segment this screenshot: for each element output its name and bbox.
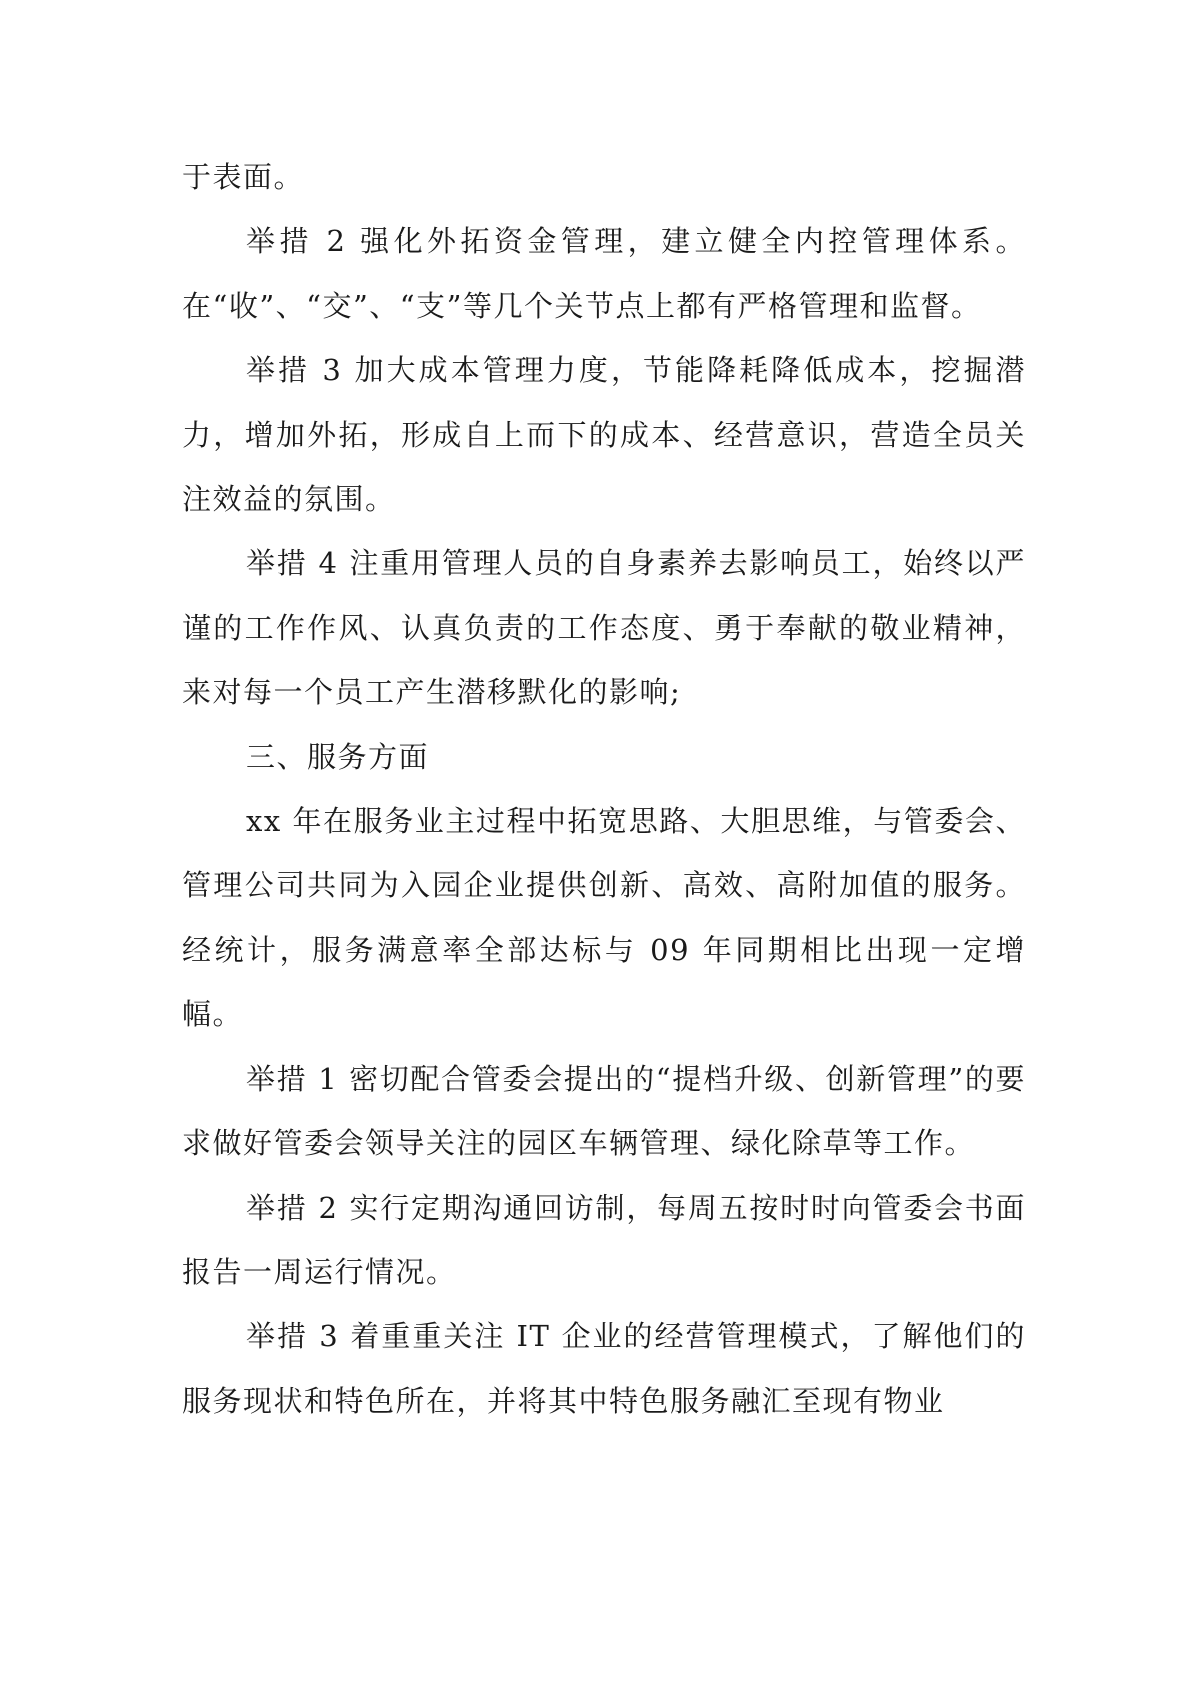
paragraph-measure-3-cost: 举措 3 加大成本管理力度，节能降耗降低成本，挖掘潜力，增加外拓，形成自上而下的成本、经营意识，营造全员关注效益的氛围。 xyxy=(182,353,1026,517)
paragraph-service-measure-2: 举措 2 实行定期沟通回访制，每周五按时时向管委会书面报告一周运行情况。 xyxy=(182,1190,1026,1289)
document-body xyxy=(182,145,1026,1433)
paragraph-continuation: 于表面。 xyxy=(182,160,305,194)
paragraph-measure-2-funds: 举措 2 强化外拓资金管理，建立健全内控管理体系。在“收”、“交”、“支”等几个关节点上都有严格管理和监督。 xyxy=(182,224,1026,323)
paragraph-measure-4-staff: 举措 4 注重用管理人员的自身素养去影响员工，始终以严谨的工作作风、认真负责的工作态度、勇于奉献的敬业精神，来对每一个员工产生潜移默化的影响; xyxy=(182,546,1026,710)
section-heading-service: 三、服务方面 xyxy=(246,739,430,774)
paragraph-service-measure-3: 举措 3 着重重关注 IT 企业的经营管理模式，了解他们的服务现状和特色所在，并将其中特色服务融汇至现有物业 xyxy=(182,1319,1026,1418)
paragraph-service-summary: xx 年在服务业主过程中拓宽思路、大胆思维，与管委会、管理公司共同为入园企业提供创新、高效、高附加值的服务。经统计，服务满意率全部达标与 09 年同期相比出现一定增幅。 xyxy=(182,804,1026,1032)
paragraph-service-measure-1: 举措 1 密切配合管委会提出的“提档升级、创新管理”的要求做好管委会领导关注的园区车辆管理、绿化除草等工作。 xyxy=(182,1061,1026,1161)
